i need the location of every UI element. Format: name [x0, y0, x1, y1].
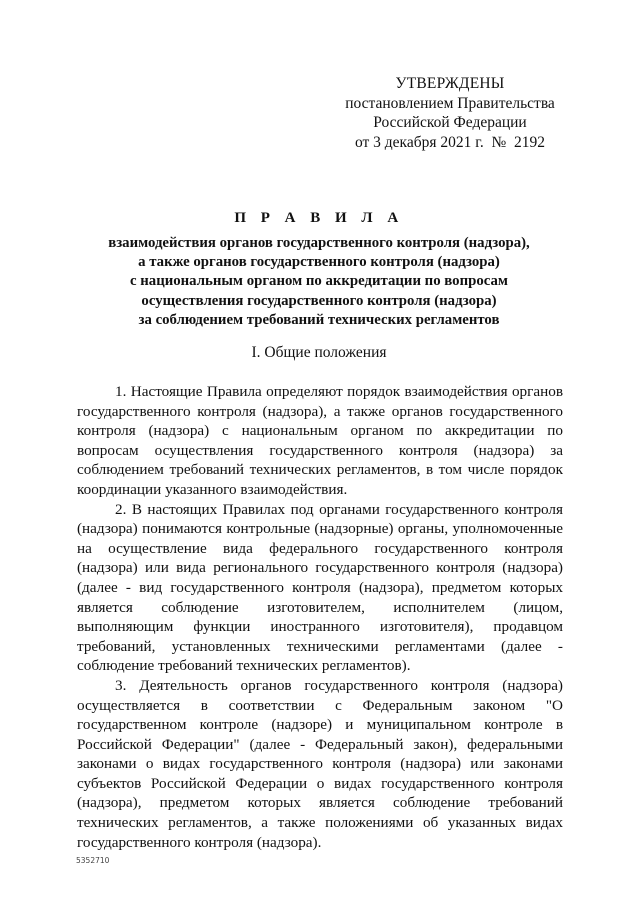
section-heading: I. Общие положения [251, 344, 387, 361]
subtitle-line: за соблюдением требований технических регламентов [138, 311, 500, 328]
subtitle-line: осуществления государственного контроля (надзора) [141, 292, 497, 309]
document-subtitle [70, 234, 568, 330]
document-body [77, 382, 563, 852]
approval-line-government: Российской Федерации [373, 114, 527, 131]
subtitle-line: а также органов государственного контроля (надзора) [138, 254, 500, 271]
document-title: П Р А В И Л А [234, 210, 404, 226]
subtitle-line: взаимодействия органов государственного контроля (надзора), [108, 235, 530, 251]
paragraph-1: 1. Настоящие Правила определяют порядок взаимодействия органов государственного контроля (надзора), а также органов государственного контроля (надзора) с национальным органом по аккредитации по вопросам осуществления государственного контроля (надзора) за соблюдением требований технических регламентов, в том числе порядок координации указанного взаимодействия. [77, 383, 563, 498]
approval-block [330, 74, 570, 152]
approval-line-resolution: постановлением Правительства [345, 94, 555, 112]
approval-line-date-number: от 3 декабря 2021 г. № 2192 [354, 133, 546, 151]
subtitle-line: с национальным органом по аккредитации по вопросам [130, 273, 508, 290]
paragraph-3: 3. Деятельность органов государственного контроля (надзора) осуществляется в соответствии с Федеральным законом "О государственном контроле (надзоре) и муниципальном контроле в Российской Федерации" (далее - Федеральный закон), федеральными законами о видах государственного контроля (надзора) или законами субъектов Российской Федерации о видах государственного контроля (надзора), предметом которых является соблюдение требований технических регламентов, а также положениями об указанных видах государственного контроля (надзора). [77, 676, 563, 851]
approval-heading: УТВЕРЖДЕНЫ [395, 75, 505, 92]
paragraph-2: 2. В настоящих Правилах под органами государственного контроля (надзора) понимаются контрольные (надзорные) органы, уполномоченные на осуществление вида федерального государственного контроля (надзора) или вида регионального государственного контроля (надзора) (далее - вид государственного контроля (надзора), предметом которых является соблюдение изготовителем, исполнителем (лицом, выполняющим функции иностранного изготовителя), продавцом требований, установленных техническими регламентами (далее - соблюдение требований технических регламентов). [77, 500, 563, 675]
document-code: 5352710 [76, 856, 110, 865]
